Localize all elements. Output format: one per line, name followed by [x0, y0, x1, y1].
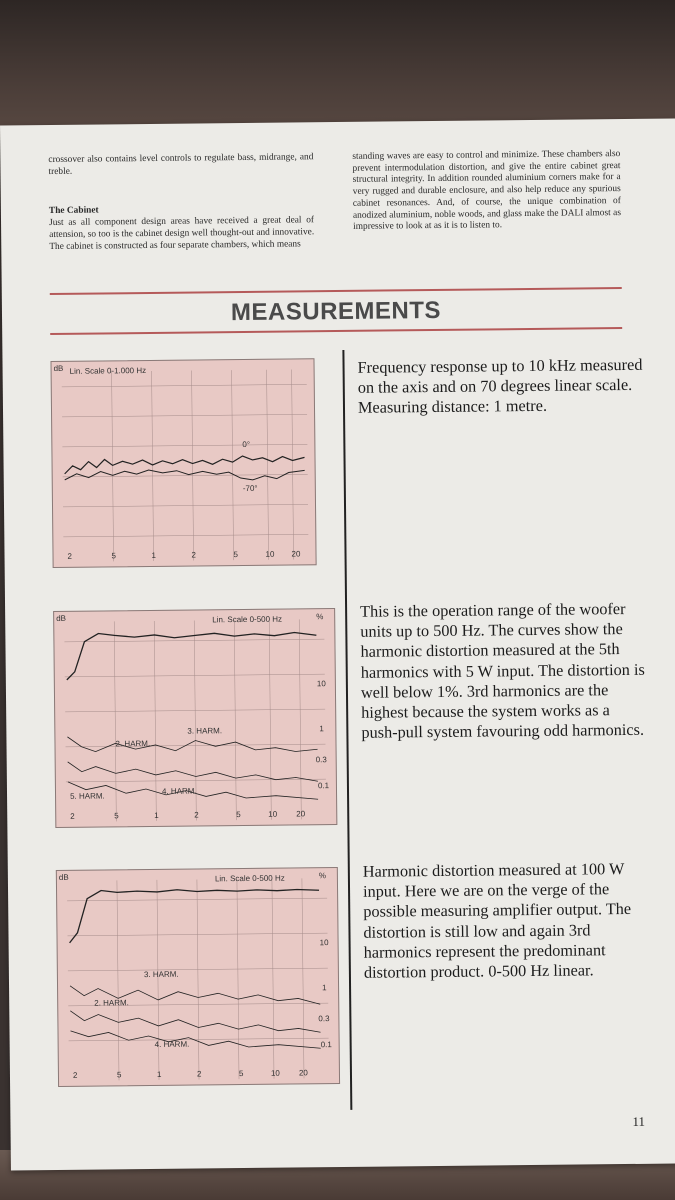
pct-tick: 0.1 [317, 781, 330, 791]
y-unit-label: dB [58, 872, 69, 882]
pct-tick: 10 [316, 679, 326, 689]
column-divider [342, 350, 351, 1110]
scale-label: Lin. Scale 0-500 Hz [214, 873, 285, 884]
left-text-column [48, 152, 314, 253]
x-tick: 2 [70, 811, 75, 821]
frequency-response-graph [50, 358, 316, 568]
pct-tick: 1 [319, 724, 324, 734]
graph-grid-1 [51, 359, 315, 567]
x-tick: 1 [154, 810, 159, 820]
pct-tick: 0.3 [318, 1014, 330, 1024]
section-rule-top [50, 287, 622, 294]
x-tick: 2 [72, 1070, 78, 1080]
curve-label-harm-2: 2. HARM. [115, 738, 151, 749]
curve-label-off-axis: -70° [242, 483, 258, 494]
curve-label-harm-4: 4. HARM. [154, 1039, 190, 1049]
curve-label-harm-4: 4. HARM. [161, 786, 197, 796]
section-title: MEASUREMENTS [230, 296, 442, 327]
cabinet-heading: The Cabinet [48, 205, 99, 217]
x-tick: 1 [156, 1069, 162, 1079]
x-tick: 2 [67, 551, 73, 561]
x-tick: 5 [233, 550, 239, 560]
x-tick: 20 [298, 1068, 308, 1078]
x-tick: 5 [238, 1069, 244, 1079]
x-tick: 20 [296, 809, 306, 819]
curve-label-on-axis: 0° [242, 439, 251, 450]
x-tick: 20 [291, 549, 301, 559]
harm-2-curve [70, 1008, 320, 1035]
graph-2-description: This is the operation range of the woofer units up to 500 Hz. The curves show the harmonic distortion measured at the 5th harmonics with 5 W input. The distortion is well below 1%. 3rd harmonics are the highest because the system works as a push-pull system favouring odd harmonics. [360, 599, 645, 743]
woofer-distortion-graph-100w [56, 867, 340, 1087]
off-axis-curve [65, 468, 305, 482]
x-tick: 5 [111, 551, 117, 561]
y-unit-label: dB [56, 613, 67, 623]
right-text-column [352, 149, 621, 234]
curve-label-harm-3: 3. HARM. [143, 969, 179, 980]
x-tick: 2 [191, 550, 197, 560]
pct-tick: 10 [319, 938, 329, 948]
pct-tick: 0.1 [320, 1040, 332, 1050]
x-tick: 10 [268, 809, 278, 819]
section-rule-bottom [50, 327, 622, 334]
x-tick: 2 [194, 810, 199, 820]
curve-label-harm-3: 3. HARM. [187, 726, 223, 736]
x-tick: 1 [151, 550, 157, 560]
x-tick: 10 [270, 1068, 280, 1078]
pct-tick: 1 [322, 983, 327, 993]
cabinet-body-text: Just as all component design areas have received a great deal of attension, so too is the cabinet design well thought-out and innovative. The cabinet is constructed as four separate chambers, which means [48, 215, 315, 252]
graph-1-description: Frequency response up to 10 kHz measured on the axis and on 70 degrees linear scale. Measuring distance: 1 metre. [357, 354, 643, 418]
scale-label: Lin. Scale 0-500 Hz [212, 614, 283, 625]
right-body-text: standing waves are easy to control and minimize. These chambers also prevent intermodulation distortion, and give the entire cabinet great structural integrity. In addition rounded aluminium corners make for a very rugged and durable enclosure, and also help reduce any spurious cabinet resonances. And, of course, the unique combination of anodized aluminium, noble woods, and glass make the DALI almost as impressive to look at as it is to listen to. [352, 149, 622, 233]
graph-grid-3 [57, 868, 339, 1086]
x-tick: 5 [236, 810, 241, 820]
percent-unit-label: % [318, 871, 327, 881]
y-unit-label: dB [53, 363, 64, 373]
woofer-distortion-graph-5w [53, 608, 337, 828]
graph-3-description: Harmonic distortion measured at 100 W input. Here we are on the verge of the possible measuring amplifier output. The distortion is still low and again 3rd harmonics represent the predominant distortion product. 0-500 Hz linear. [362, 859, 632, 982]
harm-3-curve [67, 734, 317, 754]
scale-label: Lin. Scale 0-1.000 Hz [69, 366, 147, 376]
x-tick: 2 [196, 1069, 202, 1079]
left-intro-text: crossover also contains level controls to regulate bass, midrange, and treble. [48, 152, 314, 177]
page-number: 11 [632, 1113, 646, 1129]
brochure-page [0, 118, 675, 1170]
x-tick: 10 [265, 549, 275, 559]
x-tick: 5 [116, 1070, 122, 1080]
curve-label-harm-5: 5. HARM. [69, 791, 105, 801]
pct-tick: 0.3 [315, 755, 327, 765]
response-curve [66, 631, 316, 680]
curve-label-harm-2: 2. HARM. [94, 998, 129, 1008]
x-tick: 5 [114, 811, 119, 821]
harm-2-curve [68, 759, 318, 784]
percent-unit-label: % [316, 612, 324, 622]
